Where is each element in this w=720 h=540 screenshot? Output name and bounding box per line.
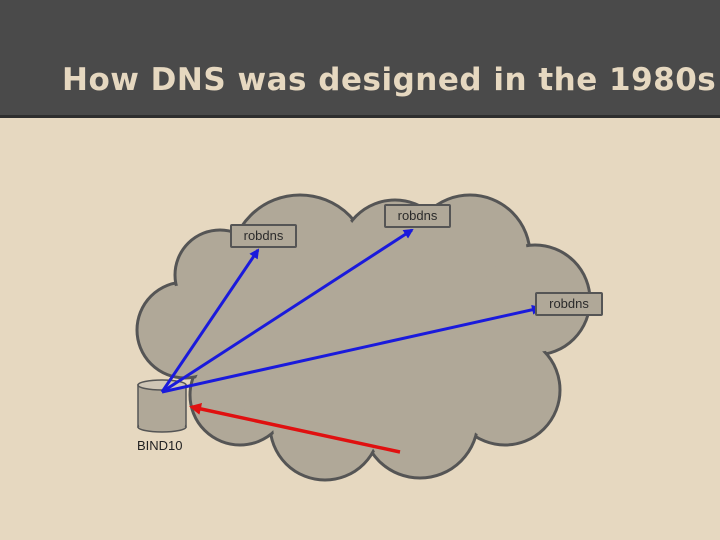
server-node-top: robdns — [384, 204, 451, 228]
server-node-left: robdns — [230, 224, 297, 248]
network-cloud — [137, 195, 590, 480]
database-label: BIND10 — [137, 438, 183, 453]
server-node-right: robdns — [535, 292, 603, 316]
slide-title: How DNS was designed in the 1980s — [62, 62, 717, 98]
